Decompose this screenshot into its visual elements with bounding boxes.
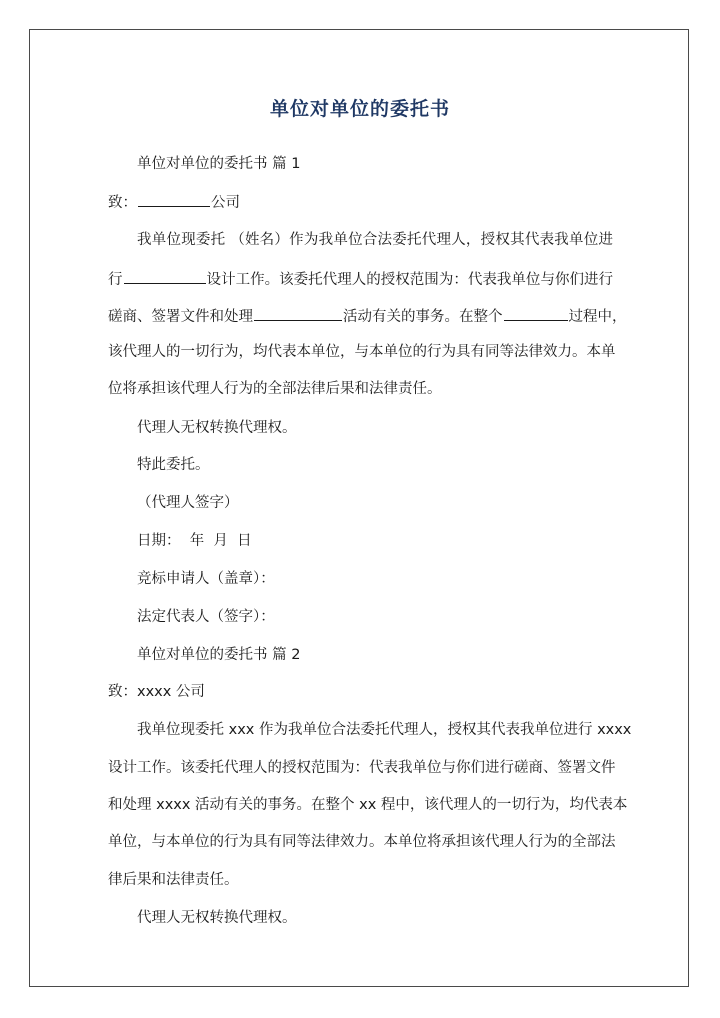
section1-para3: 特此委托。 [137, 457, 210, 473]
legal-rep-line: 法定代表人（签字）： [137, 609, 275, 625]
addressee-prefix: 致： [108, 195, 137, 211]
project-blank [124, 268, 206, 284]
date-line: 日期： 年 月 日 [137, 533, 252, 549]
section2-para1-line2: 设计工作。该委托代理人的授权范围为：代表我单位与你们进行磋商、签署文件 [108, 760, 616, 776]
section1-para1-line1: 我单位现委托 （姓名）作为我单位合法委托代理人，授权其代表我单位进 [137, 232, 613, 248]
process-blank [504, 305, 568, 321]
section2-heading: 单位对单位的委托书 篇 2 [137, 647, 301, 663]
document-title: 单位对单位的委托书 [269, 98, 450, 120]
activity-blank [254, 305, 342, 321]
section1-para2: 代理人无权转换代理权。 [137, 420, 297, 436]
applicant-line: 竞标申请人（盖章）： [137, 571, 275, 587]
section2-para1-line1: 我单位现委托 xxx 作为我单位合法委托代理人，授权其代表我单位进行 xxxx [137, 722, 632, 738]
section2-para1-line5: 律后果和法律责任。 [108, 872, 239, 888]
addressee-suffix: 公司 [211, 195, 240, 211]
section1-addressee [108, 191, 240, 213]
section1-heading: 单位对单位的委托书 篇 1 [137, 156, 301, 172]
section2-addressee: 致：xxxx 公司 [108, 684, 205, 700]
section2-para1-line4: 单位，与本单位的行为具有同等法律效力。本单位将承担该代理人行为的全部法 [108, 834, 616, 850]
section1-para1-line4: 该代理人的一切行为，均代表本单位，与本单位的行为具有同等法律效力。本单 [108, 344, 616, 360]
section1-para1-line5: 位将承担该代理人行为的全部法律后果和法律责任。 [108, 381, 442, 397]
section2-para1-line3: 和处理 xxxx 活动有关的事务。在整个 xx 程中，该代理人的一切行为，均代表本 [108, 797, 628, 813]
section1-para1-line3: 磋商、签署文件和处理 活动有关的事务。在整个 过程中， [108, 305, 613, 327]
section2-para2: 代理人无权转换代理权。 [137, 910, 297, 926]
company-name-blank [138, 191, 210, 207]
signature-line: （代理人签字） [137, 495, 239, 511]
section1-para1-line2: 行 设计工作。该委托代理人的授权范围为：代表我单位与你们进行 [108, 268, 613, 290]
